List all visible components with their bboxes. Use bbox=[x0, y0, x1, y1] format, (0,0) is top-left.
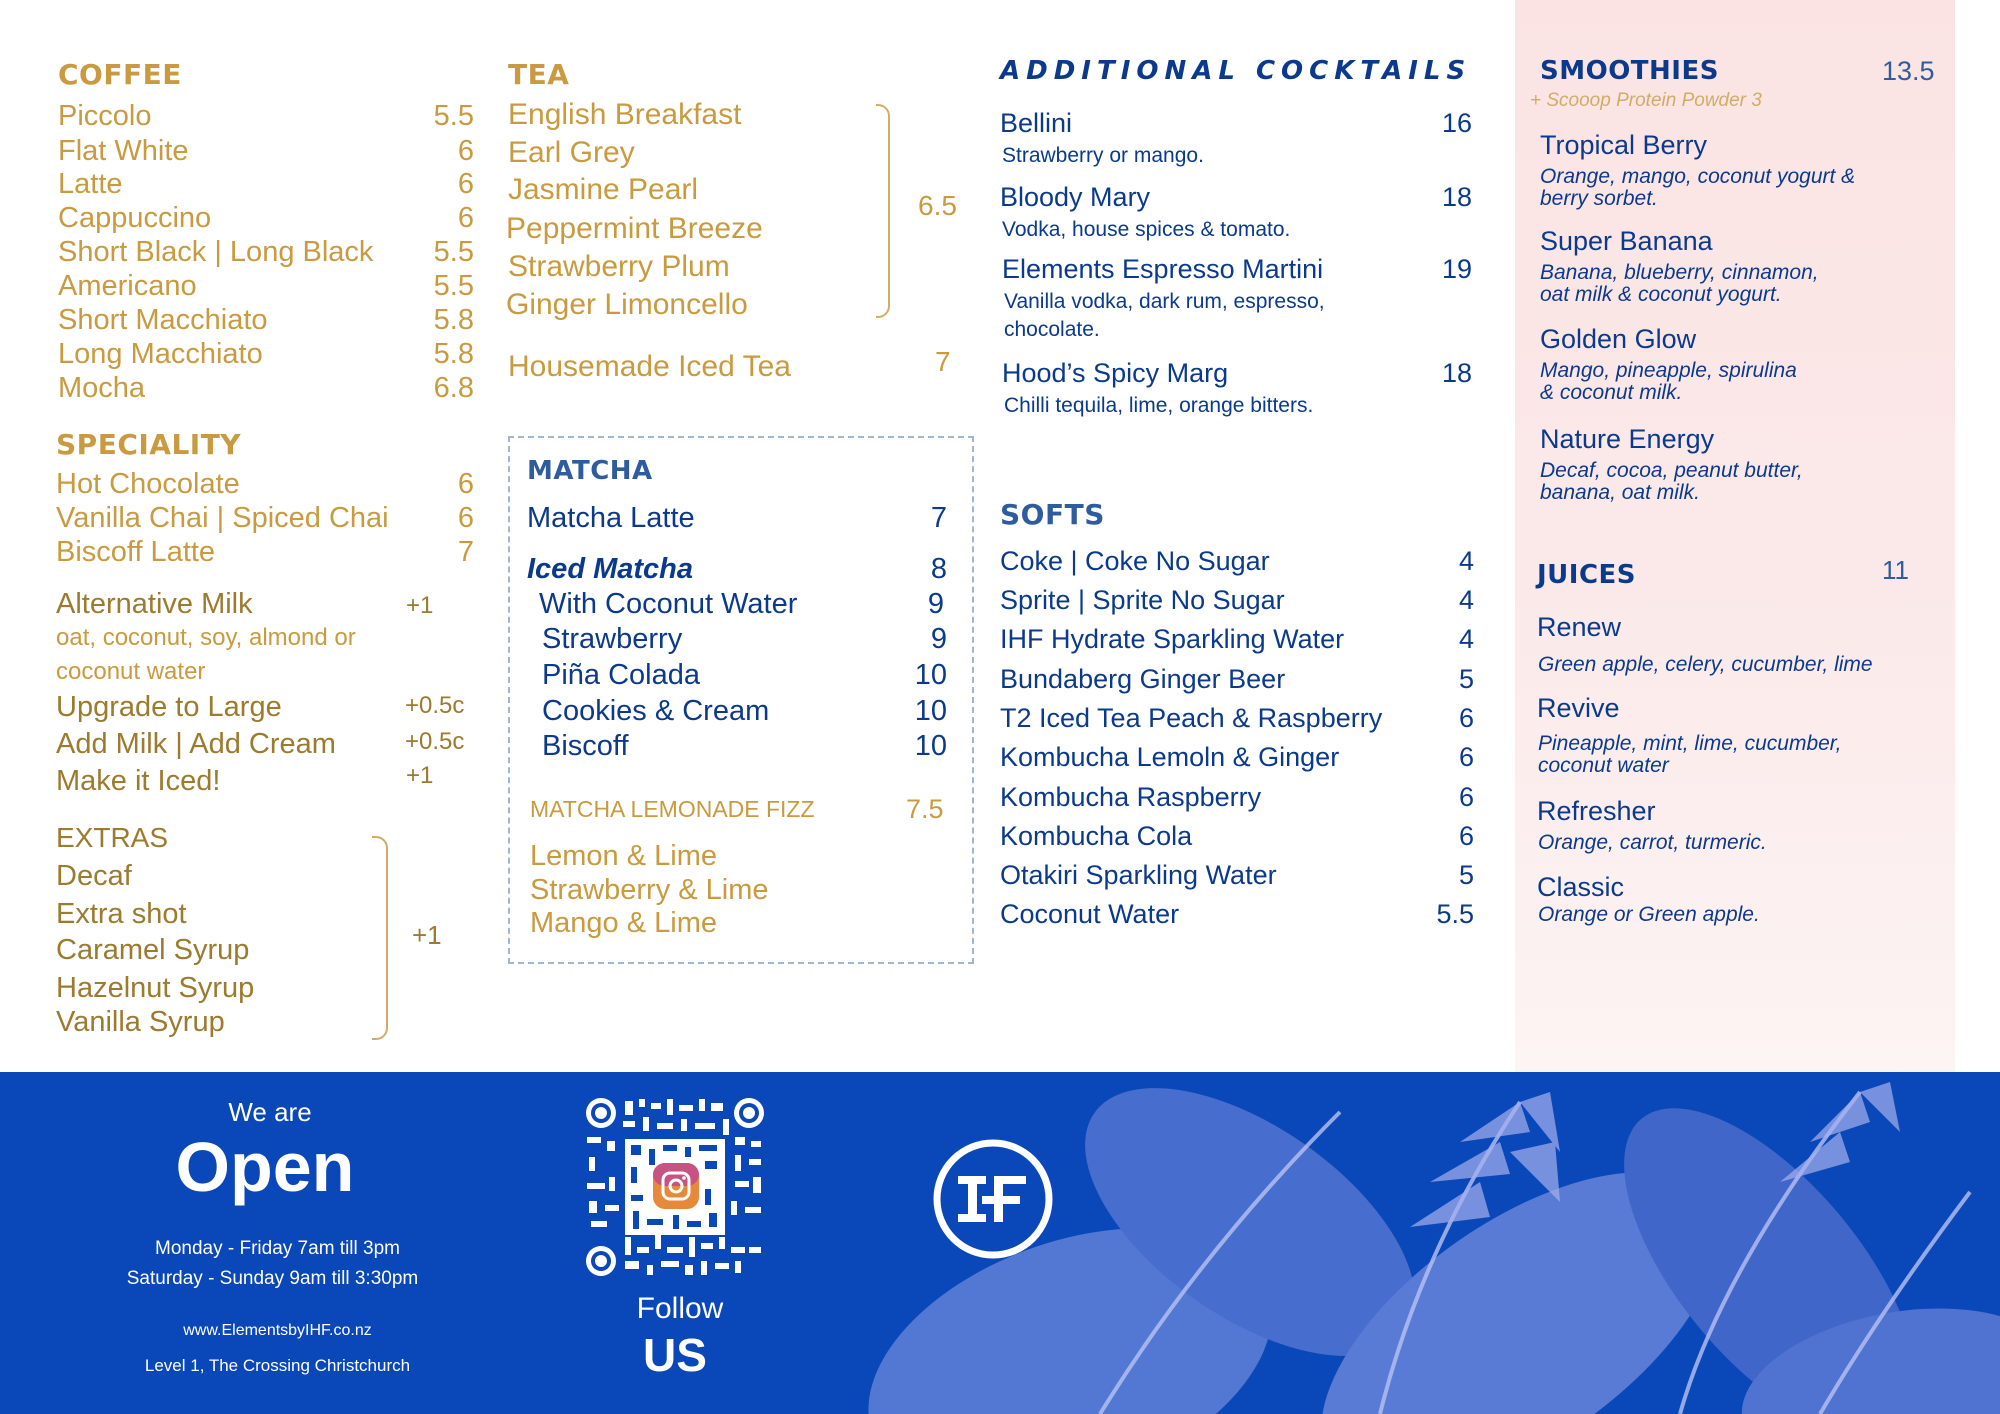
coffee-item-price: 6.8 bbox=[433, 372, 474, 404]
coffee-item-price: 6 bbox=[457, 202, 474, 234]
cocktail-name: Bloody Mary bbox=[1000, 182, 1151, 212]
soft-drink-price: 4 bbox=[1458, 585, 1474, 615]
speciality-item-name: Biscoff Latte bbox=[56, 536, 216, 568]
soft-drink-row bbox=[1000, 899, 1474, 930]
juice-description: Orange, carrot, turmeric. bbox=[1538, 831, 1767, 854]
cocktail-description: Vanilla vodka, dark rum, espresso, bbox=[1004, 290, 1325, 313]
matcha-variant-name: Strawberry bbox=[542, 623, 683, 655]
coffee-item-row bbox=[58, 100, 474, 133]
fizz-flavour: Mango & Lime bbox=[530, 907, 717, 939]
iced-tea-price: 7 bbox=[935, 346, 951, 377]
coffee-item-row bbox=[58, 270, 474, 303]
smoothie-description: Banana, blueberry, cinnamon, bbox=[1540, 261, 1819, 284]
cocktail-price: 18 bbox=[1441, 358, 1472, 388]
soft-drink-price: 5 bbox=[1458, 860, 1474, 890]
soft-drink-row bbox=[1000, 821, 1474, 852]
matcha-latte-price: 7 bbox=[930, 502, 947, 534]
speciality-item-price: 6 bbox=[457, 502, 474, 534]
add-milk-cream-label: Add Milk | Add Cream bbox=[56, 728, 336, 760]
smoothies-price: 13.5 bbox=[1882, 56, 1935, 86]
juice-name: Revive bbox=[1537, 693, 1620, 723]
alt-milk-desc-2: coconut water bbox=[56, 658, 206, 685]
coffee-item-row bbox=[58, 372, 474, 405]
cocktail-row bbox=[1002, 254, 1472, 285]
we-are-text: We are bbox=[228, 1097, 312, 1127]
upgrade-large-label: Upgrade to Large bbox=[56, 691, 282, 723]
cocktail-row bbox=[1000, 108, 1472, 139]
juice-name: Renew bbox=[1537, 612, 1622, 642]
smoothie-description: Orange, mango, coconut yogurt & bbox=[1540, 165, 1856, 188]
soft-drink-name: Otakiri Sparkling Water bbox=[1000, 860, 1277, 890]
coffee-item-row bbox=[58, 338, 474, 371]
juice-description: Green apple, celery, cucumber, lime bbox=[1538, 653, 1873, 676]
coffee-item-price: 6 bbox=[457, 135, 474, 167]
add-milk-cream-price: +0.5c bbox=[405, 728, 465, 755]
matcha-variant-name: Biscoff bbox=[542, 730, 629, 762]
make-iced-price: +1 bbox=[406, 762, 434, 789]
soft-drink-name: Kombucha Raspberry bbox=[1000, 782, 1262, 812]
smoothie-name: Tropical Berry bbox=[1540, 130, 1708, 160]
coffee-item-price: 5.8 bbox=[433, 304, 474, 336]
matcha-variant-name: Cookies & Cream bbox=[542, 695, 770, 727]
coffee-item-name: Mocha bbox=[58, 372, 146, 404]
juice-description: coconut water bbox=[1538, 754, 1669, 777]
open-text: Open bbox=[175, 1128, 355, 1206]
soft-drink-row bbox=[1000, 546, 1474, 577]
extras-item: Caramel Syrup bbox=[56, 934, 250, 966]
tea-bracket bbox=[876, 104, 890, 318]
extras-bracket bbox=[372, 836, 388, 1040]
coffee-item-price: 6 bbox=[457, 168, 474, 200]
coffee-item-name: Americano bbox=[58, 270, 197, 302]
soft-drink-price: 5.5 bbox=[1436, 899, 1474, 929]
matcha-latte-row bbox=[527, 502, 947, 535]
coffee-item-price: 5.5 bbox=[433, 100, 474, 132]
smoothies-heading: SMOOTHIES bbox=[1540, 56, 1719, 86]
soft-drink-name: Kombucha Lemoln & Ginger bbox=[1000, 742, 1340, 772]
juice-description: Orange or Green apple. bbox=[1538, 903, 1760, 926]
tea-item: English Breakfast bbox=[508, 98, 742, 131]
matcha-variant-row bbox=[542, 623, 947, 656]
extras-item: Vanilla Syrup bbox=[56, 1006, 225, 1038]
soft-drink-price: 6 bbox=[1458, 703, 1474, 733]
fizz-flavour: Strawberry & Lime bbox=[530, 874, 769, 906]
instagram-qr-code[interactable] bbox=[585, 1097, 765, 1277]
upgrade-large-price: +0.5c bbox=[405, 692, 465, 719]
matcha-heading: MATCHA bbox=[527, 456, 653, 486]
matcha-variant-price: 9 bbox=[930, 623, 947, 655]
matcha-fizz-label: MATCHA LEMONADE FIZZ bbox=[530, 796, 815, 822]
tea-price: 6.5 bbox=[918, 190, 957, 221]
matcha-variant-row bbox=[539, 588, 944, 621]
tea-item: Ginger Limoncello bbox=[506, 288, 748, 321]
coffee-item-row bbox=[58, 202, 474, 235]
speciality-item-row bbox=[56, 536, 474, 569]
soft-drink-row bbox=[1000, 585, 1474, 616]
matcha-variant-price: 10 bbox=[914, 695, 947, 727]
extras-item: Hazelnut Syrup bbox=[56, 972, 255, 1004]
soft-drink-row bbox=[1000, 703, 1474, 734]
alt-milk-desc: oat, coconut, soy, almond or bbox=[56, 624, 356, 651]
smoothie-name: Golden Glow bbox=[1540, 324, 1697, 354]
cocktails-heading: ADDITIONAL COCKTAILS bbox=[1000, 56, 1472, 86]
weekend-hours: Saturday - Sunday 9am till 3:30pm bbox=[126, 1268, 419, 1289]
coffee-item-row bbox=[58, 135, 474, 168]
soft-drink-row bbox=[1000, 782, 1474, 813]
elements-logo bbox=[932, 1138, 1054, 1260]
tea-item: Strawberry Plum bbox=[508, 250, 730, 283]
soft-drink-row bbox=[1000, 742, 1474, 773]
juice-name: Refresher bbox=[1537, 796, 1656, 826]
matcha-variant-row bbox=[542, 659, 947, 692]
smoothie-description: oat milk & coconut yogurt. bbox=[1540, 283, 1782, 306]
cocktail-price: 16 bbox=[1441, 108, 1472, 138]
tea-item: Peppermint Breeze bbox=[506, 212, 763, 245]
soft-drink-price: 6 bbox=[1458, 782, 1474, 812]
weekday-hours: Monday - Friday 7am till 3pm bbox=[155, 1238, 400, 1259]
matcha-variant-name: With Coconut Water bbox=[539, 588, 798, 620]
soft-drink-name: Sprite | Sprite No Sugar bbox=[1000, 585, 1285, 615]
cocktail-row bbox=[1002, 358, 1472, 389]
soft-drink-price: 4 bbox=[1458, 624, 1474, 654]
us-text: US bbox=[643, 1329, 707, 1381]
cocktail-name: Elements Espresso Martini bbox=[1002, 254, 1324, 284]
address-text: Level 1, The Crossing Christchurch bbox=[144, 1356, 411, 1375]
coffee-heading: COFFEE bbox=[58, 58, 182, 91]
coffee-item-row bbox=[58, 168, 474, 201]
cocktail-description: Chilli tequila, lime, orange bitters. bbox=[1004, 394, 1314, 417]
protein-addon: + Scooop Protein Powder 3 bbox=[1530, 90, 1762, 111]
coffee-item-price: 5.5 bbox=[433, 270, 474, 302]
coffee-item-name: Long Macchiato bbox=[58, 338, 263, 370]
matcha-variant-row bbox=[542, 730, 947, 763]
coffee-item-name: Short Macchiato bbox=[58, 304, 268, 336]
matcha-variant-price: 10 bbox=[914, 730, 947, 762]
cocktail-price: 18 bbox=[1441, 182, 1472, 212]
matcha-variant-price: 9 bbox=[927, 588, 944, 620]
juice-name: Classic bbox=[1537, 872, 1625, 902]
soft-drink-price: 6 bbox=[1458, 821, 1474, 851]
cocktail-description: Strawberry or mango. bbox=[1002, 144, 1204, 167]
softs-heading: SOFTS bbox=[1000, 498, 1105, 531]
soft-drink-name: Kombucha Cola bbox=[1000, 821, 1193, 851]
soft-drink-price: 6 bbox=[1458, 742, 1474, 772]
coffee-item-name: Latte bbox=[58, 168, 123, 200]
smoothie-description: berry sorbet. bbox=[1540, 187, 1658, 210]
speciality-item-price: 6 bbox=[457, 468, 474, 500]
alt-milk-price: +1 bbox=[406, 592, 434, 619]
extras-item: Extra shot bbox=[56, 898, 187, 930]
coffee-item-name: Cappuccino bbox=[58, 202, 212, 234]
follow-text: Follow bbox=[636, 1292, 724, 1325]
matcha-variant-row bbox=[542, 695, 947, 728]
smoothie-name: Nature Energy bbox=[1540, 424, 1715, 454]
coffee-item-price: 5.8 bbox=[433, 338, 474, 370]
soft-drink-row bbox=[1000, 860, 1474, 891]
smoothie-description: Mango, pineapple, spirulina bbox=[1540, 359, 1797, 382]
speciality-item-name: Hot Chocolate bbox=[56, 468, 240, 500]
coffee-item-name: Piccolo bbox=[58, 100, 152, 132]
matcha-latte-label: Matcha Latte bbox=[527, 502, 695, 534]
speciality-item-row bbox=[56, 502, 474, 535]
cocktail-price: 19 bbox=[1441, 254, 1472, 284]
tea-item: Jasmine Pearl bbox=[508, 173, 699, 206]
iced-matcha-price: 8 bbox=[930, 553, 947, 585]
cocktail-row bbox=[1000, 182, 1472, 213]
alt-milk-label: Alternative Milk bbox=[56, 588, 253, 620]
website-link[interactable]: www.ElementsbyIHF.co.nz bbox=[183, 1322, 372, 1339]
smoothie-description: Decaf, cocoa, peanut butter, bbox=[1540, 459, 1803, 482]
soft-drink-name: IHF Hydrate Sparkling Water bbox=[1000, 624, 1345, 654]
iced-matcha-row bbox=[527, 553, 947, 586]
juice-description: Pineapple, mint, lime, cucumber, bbox=[1538, 732, 1842, 755]
coffee-item-row bbox=[58, 236, 474, 269]
coffee-item-name: Flat White bbox=[58, 135, 189, 167]
smoothie-description: banana, oat milk. bbox=[1540, 481, 1700, 504]
speciality-item-row bbox=[56, 468, 474, 501]
soft-drink-row bbox=[1000, 624, 1474, 655]
smoothie-description: & coconut milk. bbox=[1540, 381, 1683, 404]
cocktail-name: Hood’s Spicy Marg bbox=[1002, 358, 1229, 388]
matcha-variant-price: 10 bbox=[914, 659, 947, 691]
juices-heading: JUICES bbox=[1537, 560, 1637, 590]
cocktail-description: Vodka, house spices & tomato. bbox=[1002, 218, 1291, 241]
speciality-heading: SPECIALITY bbox=[56, 428, 242, 461]
coffee-item-name: Short Black | Long Black bbox=[58, 236, 374, 268]
tea-heading: TEA bbox=[508, 58, 570, 91]
coffee-item-row bbox=[58, 304, 474, 337]
footer-banner bbox=[0, 1072, 2000, 1414]
matcha-fizz-price: 7.5 bbox=[906, 794, 944, 824]
soft-drink-name: Coconut Water bbox=[1000, 899, 1180, 929]
iced-tea-label: Housemade Iced Tea bbox=[508, 350, 791, 383]
fizz-flavour: Lemon & Lime bbox=[530, 840, 717, 872]
iced-matcha-label: Iced Matcha bbox=[527, 553, 693, 585]
juices-price: 11 bbox=[1882, 555, 1909, 585]
cocktail-description: chocolate. bbox=[1004, 318, 1100, 341]
make-iced-label: Make it Iced! bbox=[56, 765, 221, 797]
soft-drink-price: 5 bbox=[1458, 664, 1474, 694]
extras-item: Decaf bbox=[56, 860, 132, 892]
speciality-item-price: 7 bbox=[457, 536, 474, 568]
tea-item: Earl Grey bbox=[508, 136, 635, 169]
soft-drink-price: 4 bbox=[1458, 546, 1474, 576]
cocktail-name: Bellini bbox=[1000, 108, 1073, 138]
matcha-variant-name: Piña Colada bbox=[542, 659, 700, 691]
extras-price: +1 bbox=[412, 920, 442, 950]
speciality-item-name: Vanilla Chai | Spiced Chai bbox=[56, 502, 389, 534]
soft-drink-name: Coke | Coke No Sugar bbox=[1000, 546, 1270, 576]
smoothie-name: Super Banana bbox=[1540, 226, 1713, 256]
soft-drink-name: Bundaberg Ginger Beer bbox=[1000, 664, 1286, 694]
coffee-item-price: 5.5 bbox=[433, 236, 474, 268]
extras-heading: EXTRAS bbox=[56, 822, 169, 853]
soft-drink-row bbox=[1000, 664, 1474, 695]
soft-drink-name: T2 Iced Tea Peach & Raspberry bbox=[1000, 703, 1383, 733]
